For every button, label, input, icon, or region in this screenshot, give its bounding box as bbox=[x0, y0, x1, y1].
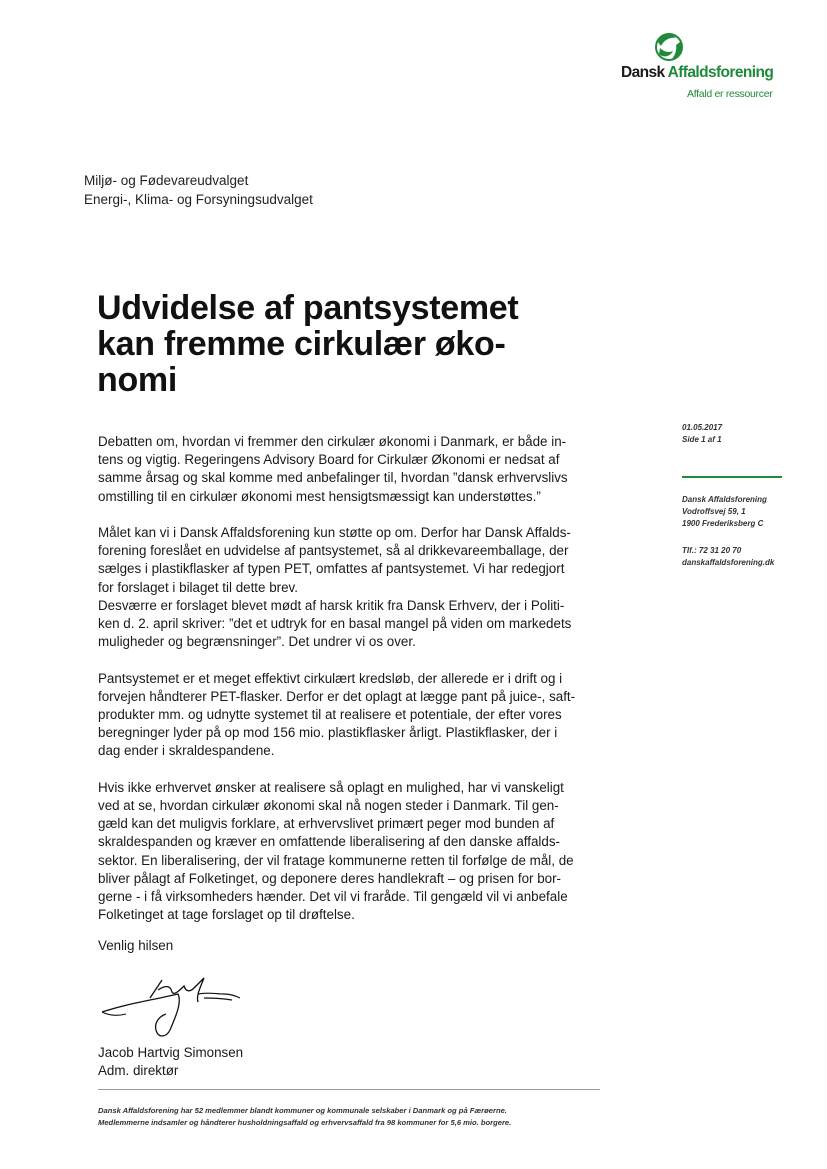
text-line: gerne - i få virksomheders hænder. Det vil vi fraråde. Til gengæld vil vi anbefale bbox=[98, 889, 568, 905]
text-line: beregninger lyder på op mod 156 mio. plastikflasker årligt. Plastikflasker, der i bbox=[98, 725, 558, 741]
text-line: omstilling til en cirkulær økonomi mest hensigtsmæssigt kan understøttes.” bbox=[98, 488, 541, 504]
page-number: Side 1 af 1 bbox=[682, 435, 722, 444]
text-line: forvejen håndterer PET-flasker. Derfor er det oplagt at lægge pant på juice-, saft- bbox=[98, 688, 576, 704]
text-line: gæld kan det muligvis forklare, at erhvervslivet primært peger mod bunden af bbox=[98, 816, 555, 832]
recipients-block bbox=[84, 171, 313, 209]
tagline-part-1: Affald er bbox=[687, 88, 726, 100]
sender-contact bbox=[682, 545, 774, 569]
title-line: Udvidelse af pantsystemet bbox=[97, 289, 519, 327]
text-line: Folketinget at tage forslaget op til drøftelse. bbox=[98, 907, 355, 923]
website: danskaffaldsforening.dk bbox=[682, 558, 775, 567]
recipient-line: Miljø- og Fødevareudvalget bbox=[84, 173, 249, 188]
organization-logo bbox=[610, 32, 790, 104]
page-footer bbox=[98, 1105, 511, 1129]
footer-line: Dansk Affaldsforening har 52 medlemmer blandt kommuner og kommunale selskaber i Danmark og på Færøerne. bbox=[98, 1106, 507, 1115]
address-line: 1900 Frederiksberg C bbox=[682, 519, 764, 528]
letter-title bbox=[97, 290, 597, 398]
side-meta bbox=[682, 422, 722, 446]
logo-tagline bbox=[687, 88, 772, 100]
text-line: ken d. 2. april skriver: ”det et udtryk for en basal mangel på viden om markedets bbox=[98, 616, 572, 632]
paragraph bbox=[98, 524, 598, 597]
text-line: sektor. En liberalisering, der vil fratage kommunerne retten til forfølge de mål, de bbox=[98, 852, 574, 868]
sender-address bbox=[682, 494, 767, 530]
text-line: skraldespanden og kræver en omfattende liberalisering af den danske affalds- bbox=[98, 834, 561, 850]
paragraph bbox=[98, 433, 598, 506]
footer-line: Medlemmerne indsamler og håndterer husholdningsaffald og erhvervsaffald fra 98 kommuner for 5,6 mio. borgere. bbox=[98, 1118, 512, 1127]
paragraph bbox=[98, 779, 598, 925]
text-line: Debatten om, hvordan vi fremmer den cirkulær økonomi i Danmark, er både in- bbox=[98, 434, 567, 449]
text-line: muligheder og begrænsninger”. Det undrer vi os over. bbox=[98, 634, 416, 650]
text-line: sælges i plastikflasker af typen PET, omfattes af pantsystemet. Vi har redegjort bbox=[98, 561, 565, 577]
logo-wordmark bbox=[621, 64, 773, 82]
leaf-globe-icon bbox=[652, 32, 686, 62]
title-line: nomi bbox=[97, 361, 178, 399]
text-line: Hvis ikke erhvervet ønsker at realisere så oplagt en mulighed, har vi vanskeligt bbox=[98, 779, 564, 795]
logo-name-affaldsforening: Affaldsforening bbox=[667, 64, 774, 81]
address-line: Dansk Affaldsforening bbox=[682, 495, 767, 504]
text-line: Desværre er forslaget blevet mødt af harsk kritik fra Dansk Erhverv, der i Politi- bbox=[98, 597, 565, 613]
closing-salutation: Venlig hilsen bbox=[98, 938, 174, 953]
address-line: Vodroffsvej 59, 1 bbox=[682, 507, 746, 516]
text-line: Målet kan vi i Dansk Affaldsforening kun støtte op om. Derfor har Dansk Affalds- bbox=[98, 525, 571, 540]
recipient-line: Energi-, Klima- og Forsyningsudvalget bbox=[84, 192, 313, 207]
letter-date: 01.05.2017 bbox=[682, 423, 723, 432]
logo-name-dansk: Dansk bbox=[621, 64, 668, 81]
text-line: tens og vigtig. Regeringens Advisory Board for Cirkulær Økonomi er nedsat af bbox=[98, 452, 560, 468]
text-line: Pantsystemet er et meget effektivt cirkulært kredsløb, der allerede er i drift og i bbox=[98, 670, 563, 686]
text-line: bliver pålagt af Folketinget, og deponere deres handlekraft – og prisen for bor- bbox=[98, 870, 562, 886]
signer-name: Jacob Hartvig Simonsen bbox=[98, 1045, 244, 1060]
letter-body bbox=[98, 433, 598, 943]
handwritten-signature bbox=[100, 972, 250, 1042]
text-line: ved at se, hvordan cirkulær økonomi skal nå nogen steder i Danmark. Til gen- bbox=[98, 798, 559, 814]
paragraph bbox=[98, 670, 598, 761]
side-divider bbox=[682, 476, 782, 478]
text-line: forening foreslået en udvidelse af pantsystemet, så al drikkevareemballage, der bbox=[98, 543, 569, 559]
text-line: dag ender i skraldespandene. bbox=[98, 743, 275, 759]
phone-number: Tlf.: 72 31 20 70 bbox=[682, 546, 742, 555]
tagline-part-2: ressourcer bbox=[725, 88, 773, 100]
text-line: produkter mm. og udnytte systemet til at realisere et potentiale, der efter vores bbox=[98, 707, 562, 723]
paragraph bbox=[98, 597, 598, 652]
text-line: samme årsag og skal komme med anbefalinger til, hvordan ”dansk erhvervslivs bbox=[98, 470, 568, 486]
text-line: for forslaget i bilaget til dette brev. bbox=[98, 579, 298, 595]
signer-role: Adm. direktør bbox=[98, 1063, 179, 1078]
footer-divider bbox=[98, 1089, 600, 1090]
title-line: kan fremme cirkulær øko- bbox=[97, 325, 506, 363]
signer-block bbox=[98, 1044, 243, 1080]
